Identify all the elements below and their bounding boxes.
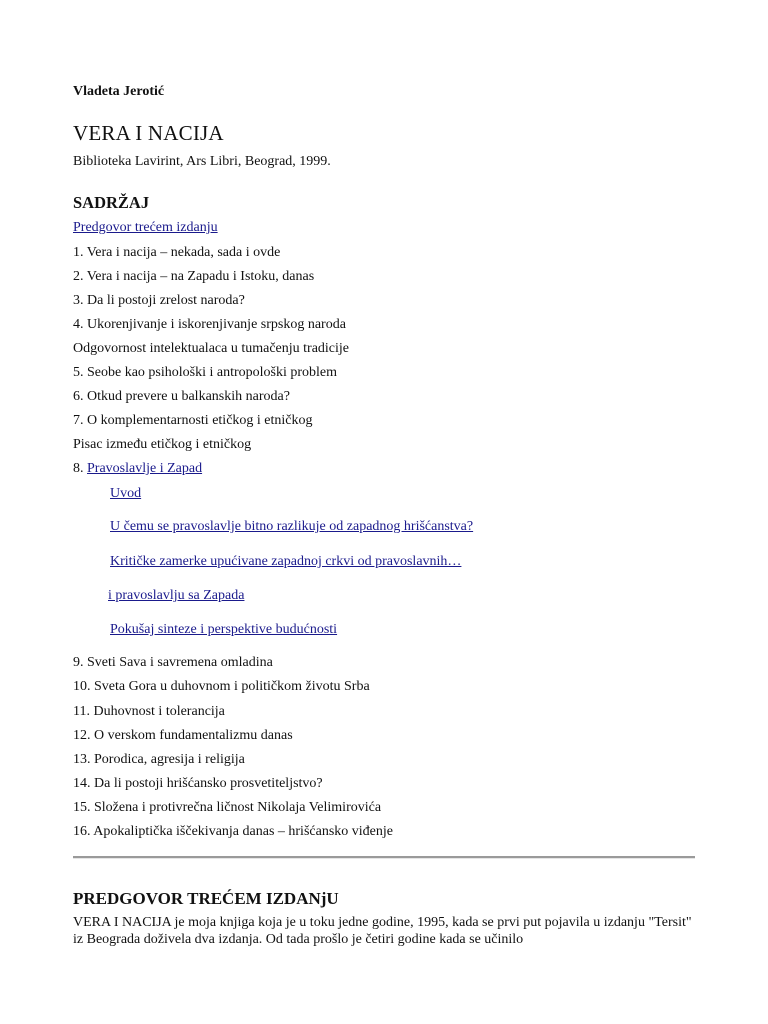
toc-item: 3. Da li postoji zrelost naroda?	[73, 293, 245, 308]
horizontal-divider	[73, 856, 695, 859]
toc-item: 5. Seobe kao psihološki i antropološki problem	[73, 365, 338, 380]
author-name: Vladeta Jerotić	[73, 84, 165, 99]
toc-item: 13. Porodica, agresija i religija	[73, 752, 245, 767]
subitem-link-zamerke[interactable]: Kritičke zamerke upućivane zapadnoj crkvi od pravoslavnih…	[110, 554, 462, 569]
toc-item: 2. Vera i nacija – na Zapadu i Istoku, danas	[73, 269, 315, 284]
toc-item: 4. Ukorenjivanje i iskorenjivanje srpskog naroda	[73, 317, 346, 332]
toc-item: 6. Otkud prevere u balkanskih naroda?	[73, 389, 290, 404]
preface-link[interactable]: Predgovor trećem izdanju	[73, 220, 218, 235]
preface-heading: PREDGOVOR TREĆEM IZDANjU	[73, 889, 339, 908]
toc-item: 11. Duhovnost i tolerancija	[73, 704, 225, 719]
book-title: VERA I NACIJA	[73, 121, 224, 145]
toc-item: 7. O komplementarnosti etičkog i etničkog	[73, 413, 313, 428]
toc-item: 10. Sveta Gora u duhovnom i političkom životu Srba	[73, 679, 370, 694]
toc-item: 9. Sveti Sava i savremena omladina	[73, 655, 273, 670]
toc-subitem[interactable]	[110, 621, 337, 639]
toc-subitem[interactable]	[110, 553, 461, 571]
subitem-link-razlike[interactable]: U čemu se pravoslavlje bitno razlikuje od zapadnog hrišćanstva?	[110, 519, 474, 534]
toc-item: 14. Da li postoji hrišćansko prosvetiteljstvo?	[73, 776, 323, 791]
toc-subitem[interactable]	[108, 587, 244, 605]
subitem-link-uvod[interactable]: Uvod	[110, 486, 142, 501]
preface-paragraph: VERA I NACIJA je moja knjiga koja je u toku jedne godine, 1995, kada se prvi put pojavila u izdanju "Tersit" iz Beograda doživela dva izdanja. Od tada prošlo je četiri godine kada se učinilo	[73, 915, 692, 947]
toc-heading: SADRŽAJ	[73, 193, 150, 212]
publication-info: Biblioteka Lavirint, Ars Libri, Beograd, 1999.	[73, 154, 331, 169]
toc-subitem[interactable]	[110, 485, 141, 503]
toc-subitem[interactable]	[110, 518, 473, 536]
toc-item: 12. O verskom fundamentalizmu danas	[73, 728, 293, 743]
toc-item: 16. Apokaliptička iščekivanja danas – hrišćansko viđenje	[73, 824, 393, 839]
toc-item: Odgovornost intelektualaca u tumačenju tradicije	[73, 341, 350, 356]
pravoslavlje-link[interactable]: Pravoslavlje i Zapad	[87, 461, 203, 476]
toc-item-number: 8.	[73, 461, 87, 476]
toc-item: 1. Vera i nacija – nekada, sada i ovde	[73, 245, 281, 260]
toc-item: 15. Složena i protivrečna ličnost Nikolaja Velimirovića	[73, 800, 382, 815]
toc-item-8	[73, 460, 202, 478]
toc-item: Pisac između etičkog i etničkog	[73, 437, 252, 452]
subitem-link-sinteza[interactable]: Pokušaj sinteze i perspektive budućnosti	[110, 622, 338, 637]
toc-link-preface[interactable]	[73, 219, 218, 237]
subitem-link-sa-zapada[interactable]: i pravoslavlju sa Zapada	[108, 588, 245, 603]
